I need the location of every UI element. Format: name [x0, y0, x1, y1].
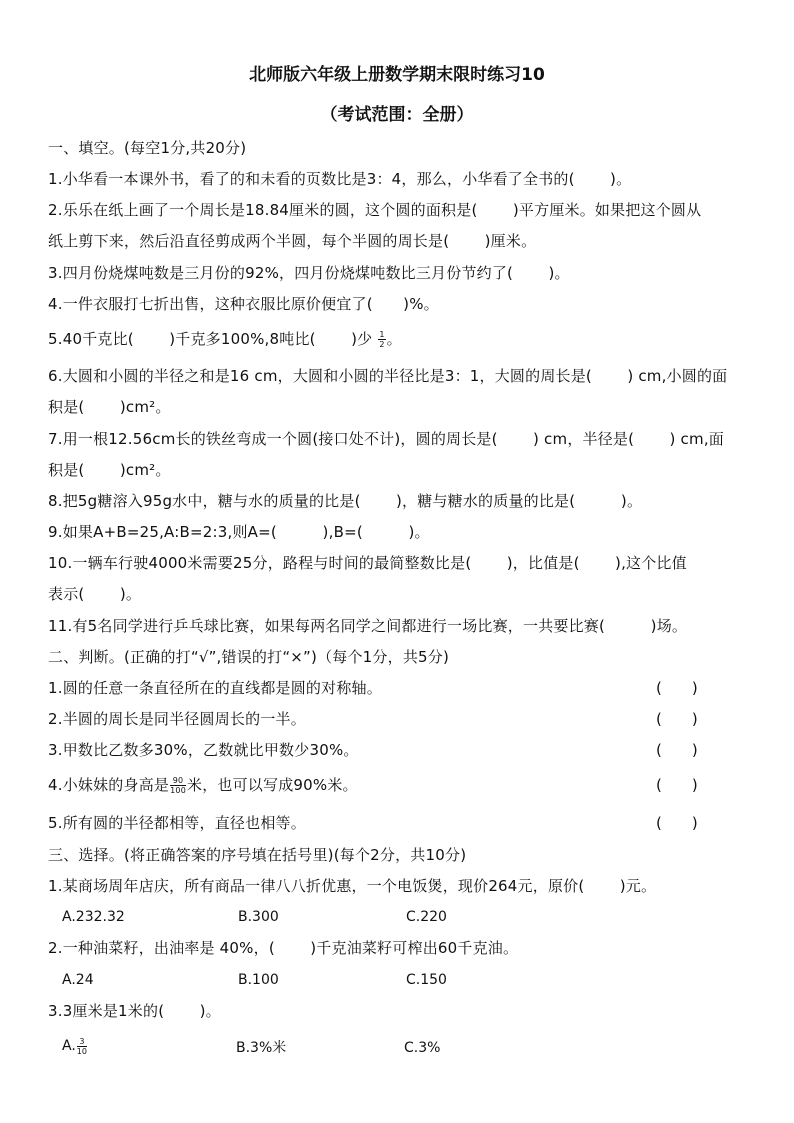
- question-1-6-line2: 积是( )cm²。: [48, 398, 171, 416]
- answer-blank-2-1[interactable]: ( ): [656, 679, 698, 697]
- option-3-1-b[interactable]: B.300: [238, 909, 279, 925]
- question-2-4-text: 4.小妹妹的身高是: [48, 776, 170, 794]
- question-1-3: 3.四月份烧煤吨数是三月份的92%，四月份烧煤吨数比三月份节约了( )。: [48, 264, 570, 282]
- question-1-5-text: 5.40千克比( )千克多100%,8吨比( )少: [48, 330, 373, 348]
- page-subtitle: （考试范围：全册）: [320, 105, 474, 125]
- question-1-7-line1: 7.用一根12.56cm长的铁丝弯成一个圆(接口处不计)，圆的周长是( ) cm，半径是( ) cm,面: [48, 430, 724, 448]
- question-3-2: 2.一种油菜籽，出油率是 40%，( )千克油菜籽可榨出60千克油。: [48, 939, 519, 957]
- option-3-2-a[interactable]: A.24: [62, 972, 94, 988]
- section-1-heading: 一、填空。(每空1分,共20分): [48, 139, 247, 157]
- answer-blank-2-4[interactable]: ( ): [656, 776, 698, 794]
- option-3-1-c[interactable]: C.220: [406, 909, 447, 925]
- answer-blank-2-5[interactable]: ( ): [656, 814, 698, 832]
- question-1-7-line2: 积是( )cm²。: [48, 461, 171, 479]
- answer-blank-2-2[interactable]: ( ): [656, 710, 698, 728]
- option-3-2-b[interactable]: B.100: [238, 972, 279, 988]
- question-1-8: 8.把5g糖溶入95g水中，糖与水的质量的比是( )，糖与糖水的质量的比是( )。: [48, 492, 643, 510]
- question-1-2-line2: 纸上剪下来，然后沿直径剪成两个半圆，每个半圆的周长是( )厘米。: [48, 232, 537, 250]
- question-3-1: 1.某商场周年店庆，所有商品一律八八折优惠，一个电饭煲，现价264元，原价( )元。: [48, 877, 657, 895]
- question-1-9: 9.如果A+B=25,A:B=2:3,则A=( ),B=( )。: [48, 523, 430, 541]
- question-1-10-line2: 表示( )。: [48, 585, 142, 603]
- question-1-5-end: 。: [386, 330, 402, 348]
- question-1-2-line1: 2.乐乐在纸上画了一个周长是18.84厘米的圆，这个圆的面积是( )平方厘米。如果把这个圆从: [48, 201, 702, 219]
- question-1-4: 4.一件衣服打七折出售，这种衣服比原价便宜了( )%。: [48, 295, 439, 313]
- question-2-3: 3.甲数比乙数多30%，乙数就比甲数少30%。: [48, 741, 359, 759]
- answer-blank-2-3[interactable]: ( ): [656, 741, 698, 759]
- question-2-4-end: 米，也可以写成90%米。: [187, 776, 358, 794]
- fraction-90-over-100: $\frac{90}{100}$: [170, 776, 186, 795]
- fraction-one-half: $\frac{1}{2}$: [379, 330, 385, 349]
- option-3-3-c[interactable]: C.3%: [404, 1040, 441, 1056]
- question-1-5: [48, 329, 402, 349]
- question-1-10-line1: 10.一辆车行驶4000米需要25分，路程与时间的最简整数比是( )，比值是( ),这个比值: [48, 554, 687, 572]
- option-3-3-a[interactable]: A. $\frac{3}{10}$: [62, 1036, 87, 1056]
- question-2-1: 1.圆的任意一条直径所在的直线都是圆的对称轴。: [48, 679, 382, 697]
- fraction-3-over-10: $\frac{3}{10}$: [76, 1036, 87, 1056]
- question-1-11: 11.有5名同学进行乒乓球比赛，如果每两名同学之间都进行一场比赛，一共要比赛( )场。: [48, 617, 688, 635]
- section-2-heading: 二、判断。(正确的打“√”,错误的打“×”)（每个1分，共5分): [48, 648, 450, 666]
- question-1-6-line1: 6.大圆和小圆的半径之和是16 cm，大圆和小圆的半径比是3：1，大圆的周长是( ) cm,小圆的面: [48, 367, 728, 385]
- question-1-1: 1.小华看一本课外书，看了的和未看的页数比是3：4，那么，小华看了全书的( )。: [48, 170, 632, 188]
- page-title: 北师版六年级上册数学期末限时练习10: [249, 65, 545, 85]
- option-3-1-a[interactable]: A.232.32: [62, 909, 125, 925]
- section-3-heading: 三、选择。(将正确答案的序号填在括号里)(每个2分，共10分): [48, 846, 467, 864]
- option-3-2-c[interactable]: C.150: [406, 972, 447, 988]
- option-3-3-b[interactable]: B.3%米: [236, 1040, 287, 1056]
- question-2-4: [48, 775, 358, 795]
- question-2-2: 2.半圆的周长是同半径圆周长的一半。: [48, 710, 306, 728]
- question-3-3: 3.3厘米是1米的( )。: [48, 1002, 221, 1020]
- question-2-5: 5.所有圆的半径都相等，直径也相等。: [48, 814, 306, 832]
